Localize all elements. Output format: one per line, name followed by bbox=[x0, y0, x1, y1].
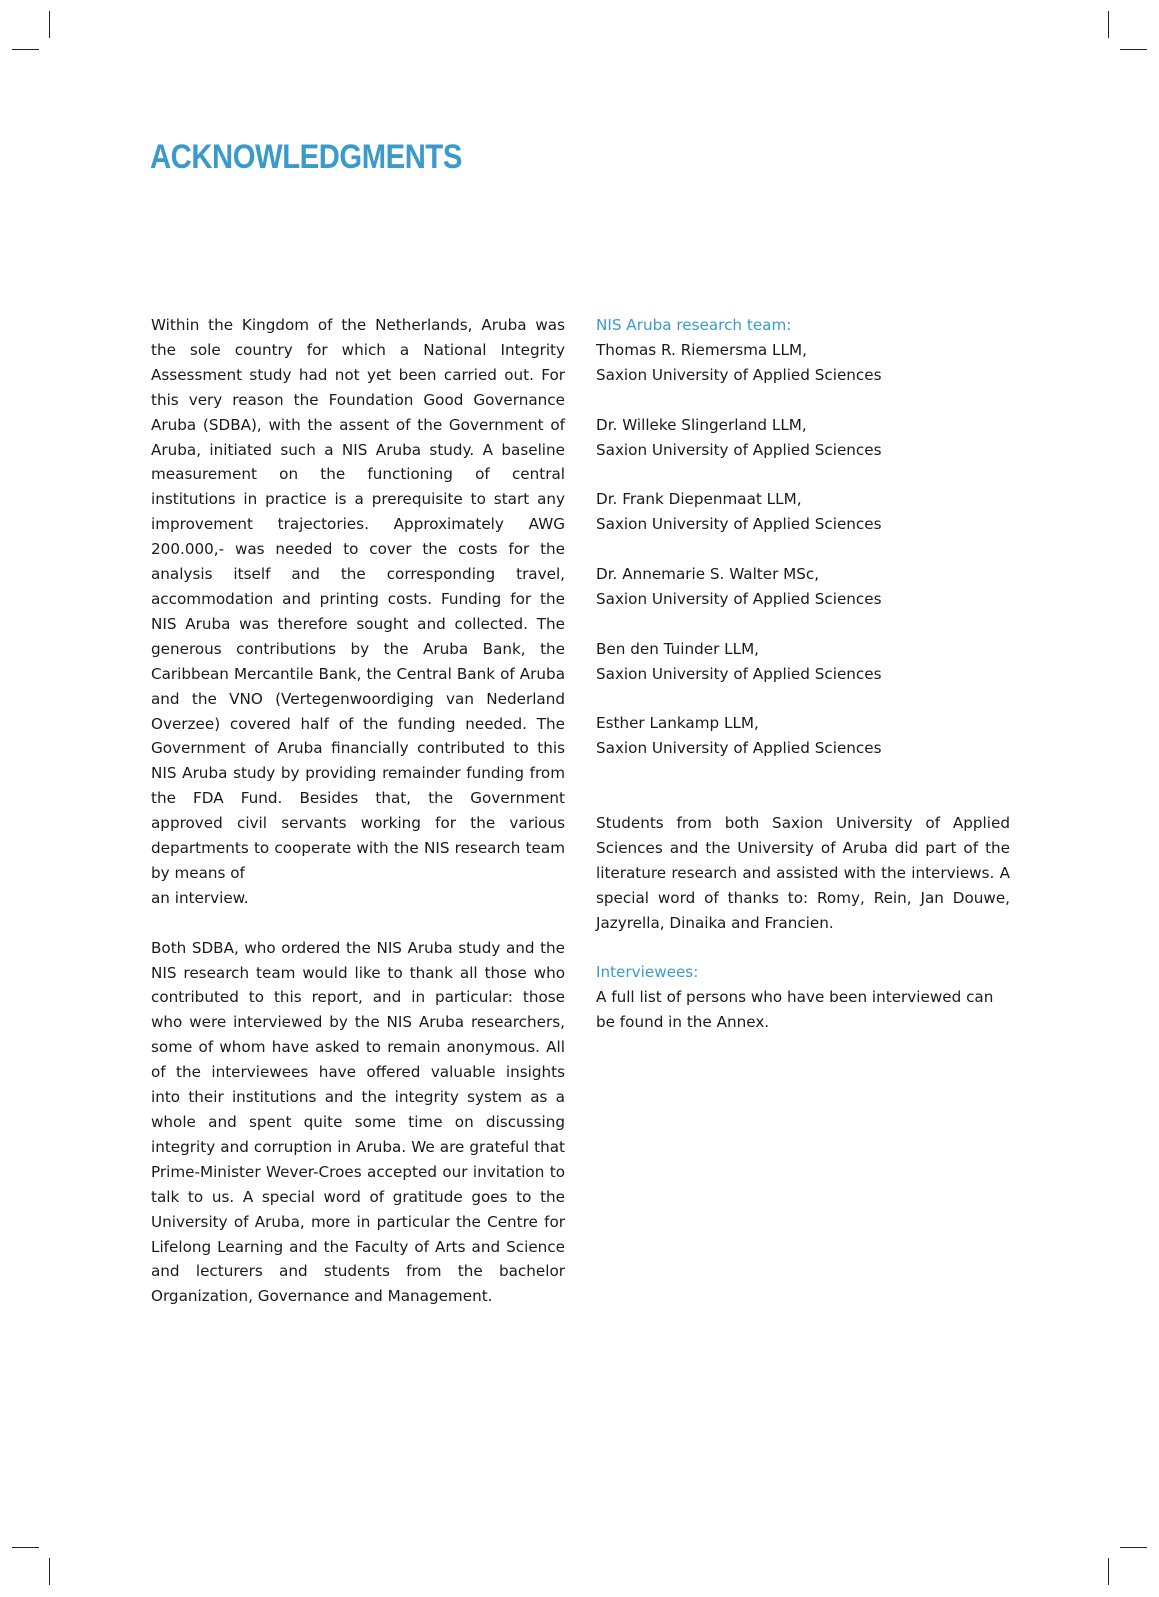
team-member-name: Dr. Willeke Slingerland LLM, bbox=[596, 415, 807, 434]
left-column bbox=[151, 313, 565, 1309]
team-heading: NIS Aruba research team: bbox=[596, 316, 792, 334]
team-member-name: Thomas R. Riemersma LLM, bbox=[596, 340, 807, 359]
team-member-affiliation: Saxion University of Applied Sciences bbox=[596, 365, 882, 384]
crop-mark-top-right-vertical bbox=[1108, 11, 1109, 38]
crop-mark-bottom-left-vertical bbox=[49, 1558, 50, 1585]
students-paragraph: Students from both Saxion University of Applied Sciences and the University of Aruba did part of the literature research and assisted with the interviews. A special word of thanks to: Romy, Rein, Jan Douwe, Jazyrella, Dinaika and Francien. bbox=[596, 814, 1010, 932]
team-member-affiliation: Saxion University of Applied Sciences bbox=[596, 440, 882, 459]
funding-paragraph: Within the Kingdom of the Netherlands, Aruba was the sole country for which a National Integrity Assessment study had not yet been carried out. For this very reason the Foundation Good Governance Aruba (SDBA), with the assent of the Government of Aruba, initiated such a NIS Aruba study. A baseline measurement on the functioning of central institutions in practice is a prerequisite to start any improvement trajectories. Approximately AWG 200.000,- was needed to cover the costs for the analysis itself and the corresponding travel, accommodation and printing costs. Funding for the NIS Aruba was therefore sought and collected. The generous contributions by the Aruba Bank, the Caribbean Mercantile Bank, the Central Bank of Aruba and the VNO (Vertegenwoordiging van Nederland Overzee) covered half of the funding needed. The Government of Aruba financially contributed to this NIS Aruba study by providing remainder funding from the FDA Fund. Besides that, the Government approved civil servants working for the various departments to cooperate with the NIS research team by means of bbox=[151, 316, 565, 882]
crop-mark-bottom-right-horizontal bbox=[1120, 1547, 1147, 1548]
team-member-name: Dr. Annemarie S. Walter MSc, bbox=[596, 565, 820, 584]
funding-paragraph-end: an interview. bbox=[151, 888, 249, 907]
team-member-affiliation: Saxion University of Applied Sciences bbox=[596, 739, 882, 758]
interviewees-heading: Interviewees: bbox=[596, 963, 699, 982]
interviewees-text: A full list of persons who have been interviewed can be found in the Annex. bbox=[596, 988, 994, 1032]
page-title: ACKNOWLEDGMENTS bbox=[150, 138, 462, 176]
crop-mark-top-right-horizontal bbox=[1120, 49, 1147, 50]
team-member-affiliation: Saxion University of Applied Sciences bbox=[596, 664, 882, 683]
crop-mark-top-left-horizontal bbox=[12, 49, 39, 50]
right-column bbox=[596, 313, 1010, 1035]
crop-mark-bottom-left-horizontal bbox=[12, 1547, 39, 1548]
team-member-affiliation: Saxion University of Applied Sciences bbox=[596, 589, 882, 608]
team-member-name: Dr. Frank Diepenmaat LLM, bbox=[596, 490, 802, 509]
team-member-name: Esther Lankamp LLM, bbox=[596, 714, 759, 733]
crop-mark-top-left-vertical bbox=[49, 11, 50, 38]
thanks-paragraph: Both SDBA, who ordered the NIS Aruba study and the NIS research team would like to thank all those who contributed to this report, and in particular: those who were interviewed by the NIS Aruba researchers, some of whom have asked to remain anonymous. All of the interviewees have offered valuable insights into their institutions and the integrity system as a whole and spent quite some time on discussing integrity and corruption in Aruba. We are grateful that Prime-Minister Wever-Croes accepted our invitation to talk to us. A special word of gratitude goes to the University of Aruba, more in particular the Centre for Lifelong Learning and the Faculty of Arts and Science and lecturers and students from the bachelor Organization, Governance and Management. bbox=[151, 938, 565, 1306]
team-member-affiliation: Saxion University of Applied Sciences bbox=[596, 515, 882, 534]
team-member-name: Ben den Tuinder LLM, bbox=[596, 639, 760, 658]
crop-mark-bottom-right-vertical bbox=[1108, 1558, 1109, 1585]
